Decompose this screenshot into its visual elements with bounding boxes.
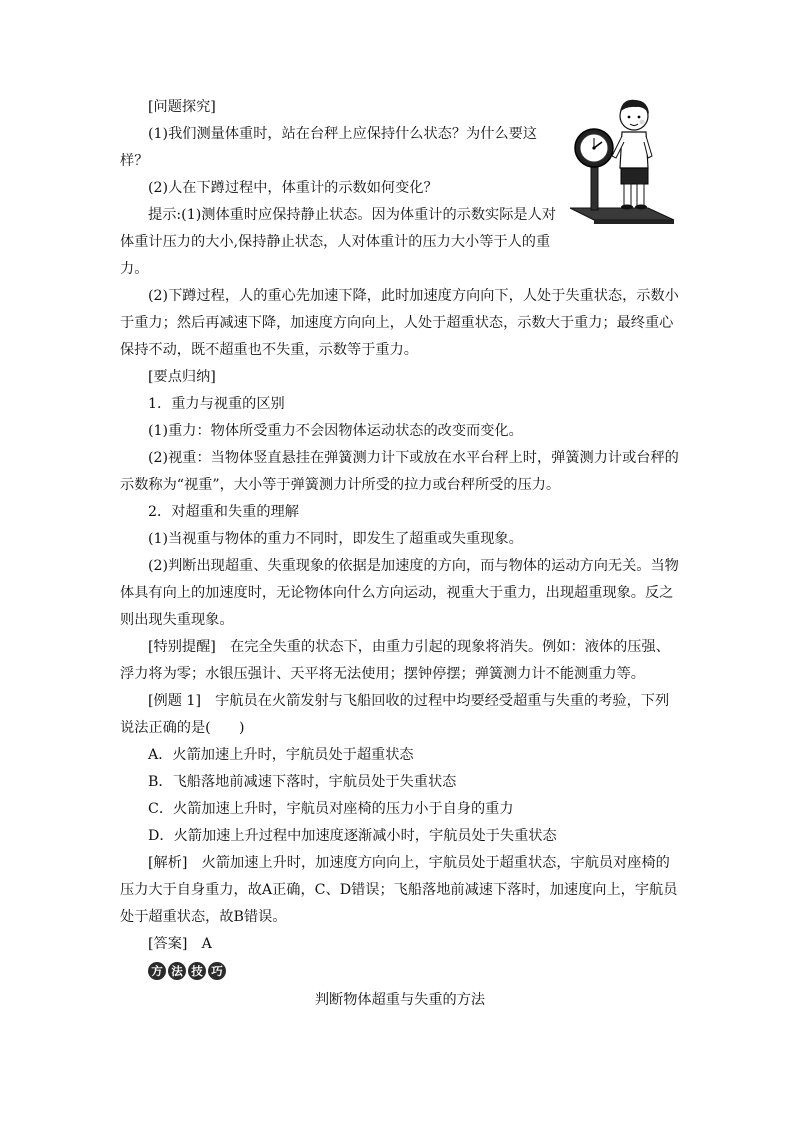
point-1-b: (2)视重：当物体竖直悬挂在弹簧测力计下或放在水平台秤上时，弹簧测力计或台秤的示数称为“视重”，大小等于弹簧测力计所受的拉力或台秤所受的压力。 [120,450,679,493]
answer-2-paragraph: (2)下蹲过程，人的重心先加速下降，此时加速度方向向下，人处于失重状态，示数小于重力；然后再减速下降，加速度方向向上，人处于超重状态，示数大于重力；最终重心保持不动，既不超重也不失重，示数等于重力。 [120,288,679,358]
option-b: B．飞船落地前减速下落时，宇航员处于失重状态 [148,774,457,790]
option-c: C．火箭加速上升时，宇航员对座椅的压力小于自身的重力 [148,801,514,817]
point-2-title: 2．对超重和失重的理解 [148,504,299,520]
point-2-a: (1)当视重与物体的重力不同时，即发生了超重或失重现象。 [148,531,523,547]
problem-heading: [问题探究] [148,99,216,115]
question-1: (1)我们测量体重时，站在台秤上应保持什么状态？为什么要这样？ [120,126,537,169]
option-d: D．火箭加速上升过程中加速度逐渐减小时，宇航员处于失重状态 [148,828,557,844]
analysis-paragraph: [解析] 火箭加速上升时，加速度方向向上，宇航员处于超重状态，宇航员对座椅的压力大于自身重力，故A正确，C、D错误；飞船落地前减速下落时，加速度向上，宇航员处于超重状态，故B错误。 [120,855,678,925]
answer-line: [答案] A [148,936,212,952]
hint-paragraph: 提示:(1)测体重时应保持静止状态。因为体重计的示数实际是人对体重计压力的大小,保持静止状态，人对体重计的压力大小等于人的重力。 [120,207,556,277]
question-2: (2)人在下蹲过程中，体重计的示数如何变化？ [148,180,438,196]
badge-char: 技 [188,962,206,980]
point-1-a: (1)重力：物体所受重力不会因物体运动状态的改变而变化。 [148,423,523,439]
example-stem: [例题 1] 宇航员在火箭发射与飞船回收的过程中均要经受超重与失重的考验，下列说法正确的是( ) [120,693,670,736]
point-2-b: (2)判断出现超重、失重现象的依据是加速度的方向，而与物体的运动方向无关。当物体具有向上的加速度时，无论物体向什么方向运动，视重大于重力，出现超重现象。反之则出现失重现象。 [120,558,679,628]
badge-char: 方 [148,962,166,980]
method-tips-badge [148,962,226,980]
badge-char: 巧 [208,962,226,980]
document-body [120,94,680,1014]
method-title: 判断物体超重与失重的方法 [314,992,486,1008]
special-note: [特别提醒] 在完全失重的状态下，由重力引起的现象将消失。例如：液体的压强、浮力将为零；水银压强计、天平将无法使用；摆钟停摆；弹簧测力计不能测重力等。 [120,639,670,682]
badge-char: 法 [168,962,186,980]
option-a: A．火箭加速上升时，宇航员处于超重状态 [148,747,414,763]
point-1-title: 1．重力与视重的区别 [148,396,285,412]
summary-heading: [要点归纳] [148,369,216,385]
